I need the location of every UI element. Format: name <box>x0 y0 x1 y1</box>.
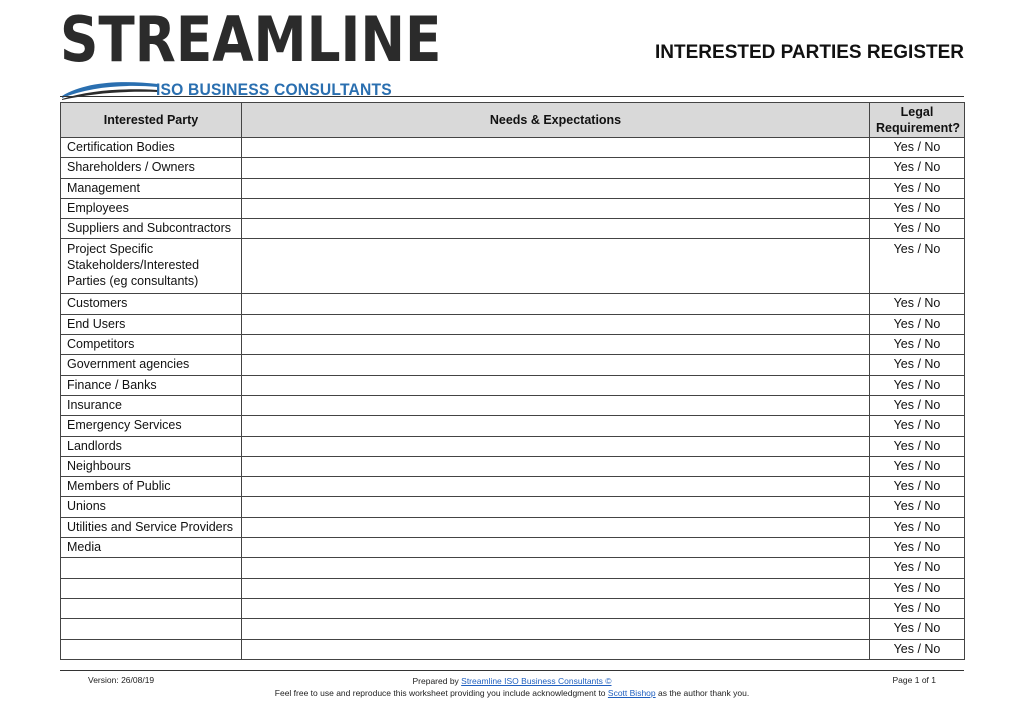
party-cell: Landlords <box>61 436 242 456</box>
legal-requirement-cell: Yes / No <box>870 639 965 659</box>
table-row <box>61 395 965 415</box>
needs-cell <box>242 375 870 395</box>
party-cell: Certification Bodies <box>61 138 242 158</box>
party-cell: Unions <box>61 497 242 517</box>
legal-requirement-cell: Yes / No <box>870 375 965 395</box>
page-number: Page 1 of 1 <box>892 675 936 685</box>
page-title: INTERESTED PARTIES REGISTER <box>655 42 964 63</box>
party-cell: Management <box>61 178 242 198</box>
legal-requirement-cell: Yes / No <box>870 335 965 355</box>
party-cell: Media <box>61 538 242 558</box>
needs-cell <box>242 178 870 198</box>
party-cell: Neighbours <box>61 456 242 476</box>
logo-subtitle: ISO BUSINESS CONSULTANTS <box>156 80 392 99</box>
needs-cell <box>242 497 870 517</box>
feel-free-text: Feel free to use and reproduce this worksheet providing you include acknowledgment to <box>274 688 608 698</box>
footer-divider <box>60 670 964 671</box>
table-row <box>61 138 965 158</box>
party-cell: Customers <box>61 294 242 314</box>
legal-requirement-cell: Yes / No <box>870 436 965 456</box>
party-cell <box>61 558 242 578</box>
table-row <box>61 578 965 598</box>
party-cell: Employees <box>61 198 242 218</box>
legal-requirement-cell: Yes / No <box>870 416 965 436</box>
party-cell <box>61 598 242 618</box>
needs-cell <box>242 456 870 476</box>
needs-cell <box>242 198 870 218</box>
needs-cell <box>242 294 870 314</box>
interested-parties-table <box>60 102 965 660</box>
needs-cell <box>242 416 870 436</box>
header-interested-party: Interested Party <box>61 103 242 138</box>
party-cell: Members of Public <box>61 477 242 497</box>
legal-requirement-cell: Yes / No <box>870 138 965 158</box>
party-cell <box>61 639 242 659</box>
table-row <box>61 375 965 395</box>
table-row <box>61 198 965 218</box>
table-row <box>61 239 965 294</box>
legal-requirement-cell: Yes / No <box>870 477 965 497</box>
page-header <box>0 0 1024 100</box>
page-footer <box>60 673 964 703</box>
needs-cell <box>242 314 870 334</box>
legal-requirement-cell: Yes / No <box>870 517 965 537</box>
legal-requirement-cell: Yes / No <box>870 294 965 314</box>
legal-requirement-cell: Yes / No <box>870 178 965 198</box>
prepared-by-text: Prepared by <box>412 676 462 686</box>
table-row <box>61 619 965 639</box>
table-row <box>61 639 965 659</box>
needs-cell <box>242 598 870 618</box>
table-row <box>61 598 965 618</box>
footer-credits <box>60 675 964 699</box>
party-cell: Insurance <box>61 395 242 415</box>
needs-cell <box>242 395 870 415</box>
header-needs-expectations: Needs & Expectations <box>242 103 870 138</box>
table-row <box>61 314 965 334</box>
header-legal-line1: Legal <box>900 105 934 119</box>
needs-cell <box>242 138 870 158</box>
version-label: Version: 26/08/19 <box>88 675 155 685</box>
party-cell <box>61 619 242 639</box>
logo-wordmark: STREAMLINE <box>60 3 442 76</box>
party-cell: End Users <box>61 314 242 334</box>
needs-cell <box>242 538 870 558</box>
header-legal-line2: Requirement? <box>876 121 961 135</box>
legal-requirement-cell: Yes / No <box>870 598 965 618</box>
legal-requirement-cell: Yes / No <box>870 314 965 334</box>
table-row <box>61 158 965 178</box>
party-cell: Finance / Banks <box>61 375 242 395</box>
table-header-row <box>61 103 965 138</box>
legal-requirement-cell: Yes / No <box>870 239 965 294</box>
needs-cell <box>242 558 870 578</box>
needs-cell <box>242 517 870 537</box>
needs-cell <box>242 436 870 456</box>
needs-cell <box>242 158 870 178</box>
author-link[interactable]: Scott Bishop <box>607 688 656 698</box>
party-cell: Emergency Services <box>61 416 242 436</box>
streamline-logo <box>60 3 442 99</box>
needs-cell <box>242 477 870 497</box>
needs-cell <box>242 219 870 239</box>
party-cell: Utilities and Service Providers <box>61 517 242 537</box>
party-cell: Competitors <box>61 335 242 355</box>
needs-cell <box>242 355 870 375</box>
party-cell: Project Specific Stakeholders/Interested Parties (eg consultants) <box>61 239 242 294</box>
legal-requirement-cell: Yes / No <box>870 538 965 558</box>
legal-requirement-cell: Yes / No <box>870 578 965 598</box>
needs-cell <box>242 335 870 355</box>
party-cell: Shareholders / Owners <box>61 158 242 178</box>
legal-requirement-cell: Yes / No <box>870 355 965 375</box>
party-cell: Government agencies <box>61 355 242 375</box>
legal-requirement-cell: Yes / No <box>870 219 965 239</box>
table-row <box>61 477 965 497</box>
needs-cell <box>242 239 870 294</box>
legal-requirement-cell: Yes / No <box>870 456 965 476</box>
needs-cell <box>242 619 870 639</box>
table-row <box>61 436 965 456</box>
needs-cell <box>242 578 870 598</box>
legal-requirement-cell: Yes / No <box>870 619 965 639</box>
table-row <box>61 538 965 558</box>
table-row <box>61 178 965 198</box>
header-divider <box>60 96 964 97</box>
legal-requirement-cell: Yes / No <box>870 558 965 578</box>
header-legal-requirement <box>870 103 965 138</box>
party-cell: Suppliers and Subcontractors <box>61 219 242 239</box>
legal-requirement-cell: Yes / No <box>870 395 965 415</box>
party-cell <box>61 578 242 598</box>
table-row <box>61 219 965 239</box>
legal-requirement-cell: Yes / No <box>870 198 965 218</box>
thank-you-text: as the author thank you. <box>655 688 750 698</box>
table-row <box>61 416 965 436</box>
table-row <box>61 335 965 355</box>
table-row <box>61 294 965 314</box>
table-row <box>61 558 965 578</box>
table-row <box>61 456 965 476</box>
streamline-link[interactable]: Streamline ISO Business Consultants © <box>461 676 612 686</box>
legal-requirement-cell: Yes / No <box>870 158 965 178</box>
table-row <box>61 497 965 517</box>
table-row <box>61 355 965 375</box>
table-row <box>61 517 965 537</box>
needs-cell <box>242 639 870 659</box>
legal-requirement-cell: Yes / No <box>870 497 965 517</box>
